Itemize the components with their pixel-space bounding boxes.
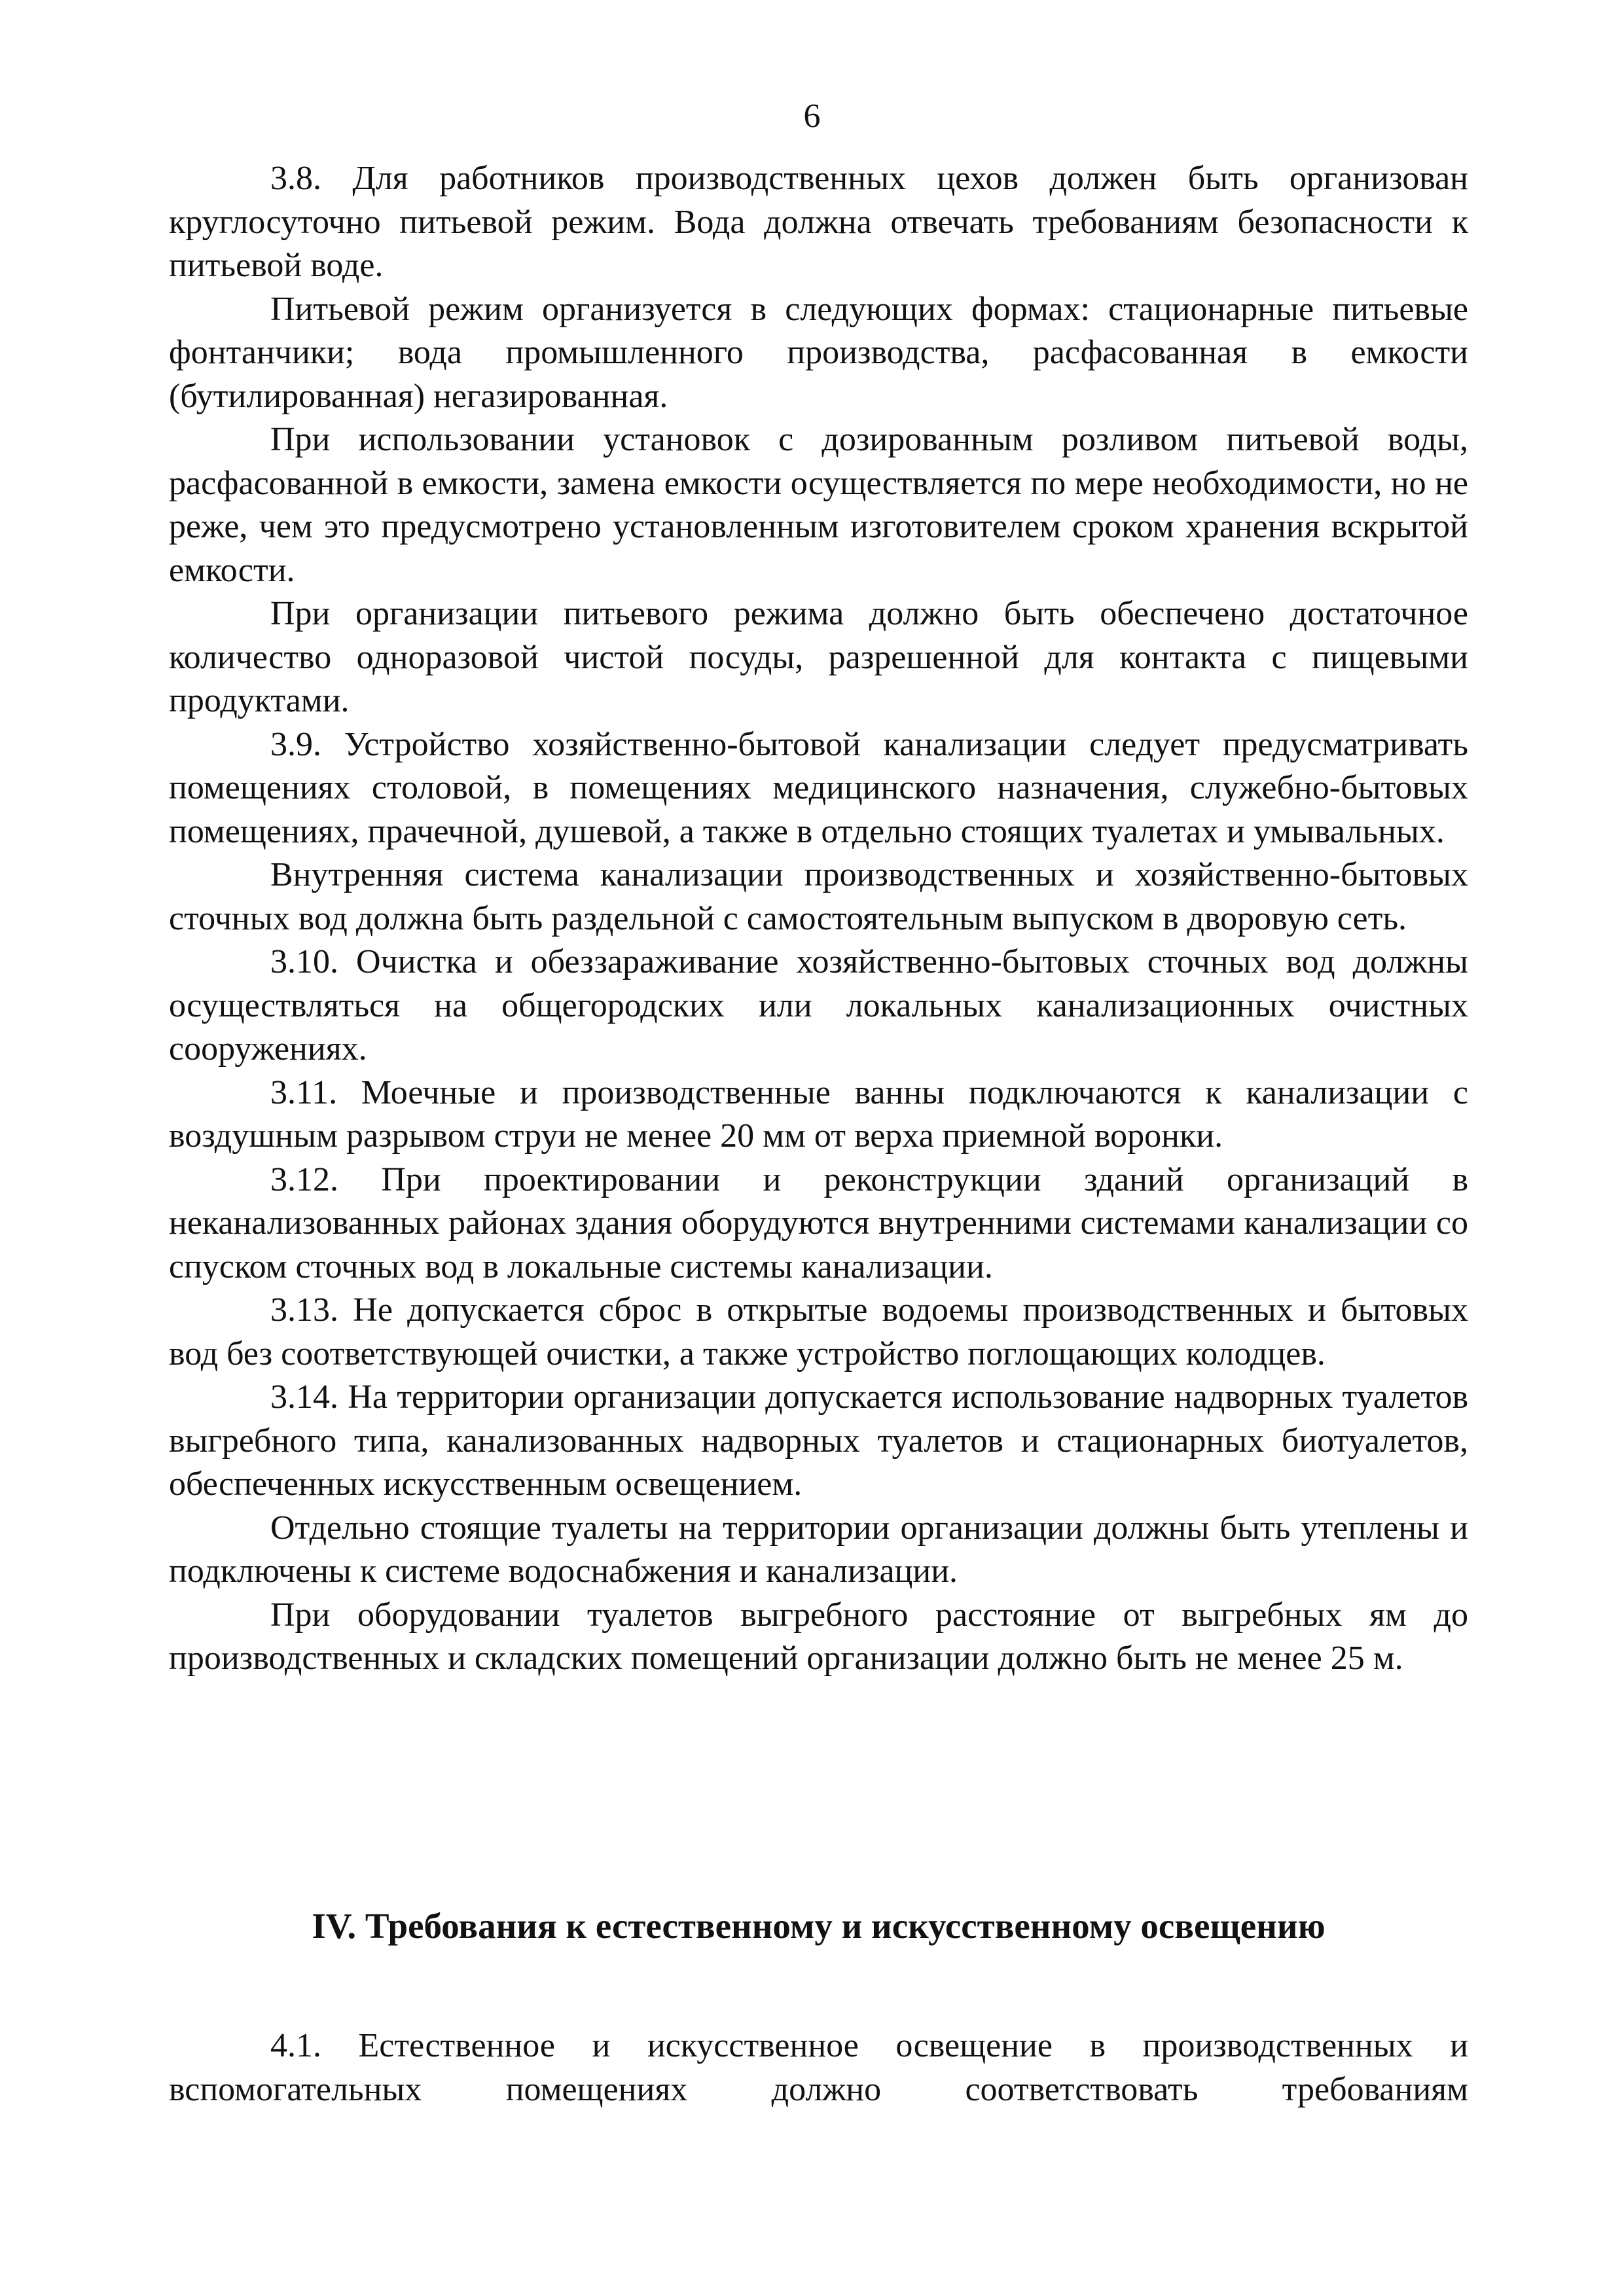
paragraph-internal-sewer: Внутренняя система канализации производственных и хозяйственно-бытовых сточных вод должна быть раздельной с самостоятельным выпуском в дворовую сеть.	[169, 856, 1468, 937]
paragraph-cesspit-distance: При оборудовании туалетов выгребного расстояние от выгребных ям до производственных и складских помещений организации должно быть не менее 25 м.	[169, 1596, 1468, 1677]
page-number: 6	[803, 98, 821, 135]
paragraph-detached-toilets: Отдельно стоящие туалеты на территории организации должны быть утеплены и подключены к системе водоснабжения и канализации.	[169, 1509, 1468, 1590]
paragraph-3-8: 3.8. Для работников производственных цехов должен быть организован круглосуточно питьевой режим. Вода должна отвечать требованиям безопасности к питьевой воде.	[169, 160, 1468, 284]
section-body	[169, 2024, 1468, 2111]
paragraph-3-11: 3.11. Моечные и производственные ванны подключаются к канализации с воздушным разрывом струи не менее 20 мм от верха приемной воронки.	[169, 1073, 1468, 1155]
document-body	[169, 157, 1468, 1681]
paragraph-3-12: 3.12. При проектировании и реконструкции зданий организаций в неканализованных районах здания оборудуются внутренними системами канализации со спуском сточных вод в локальные системы канализации.	[169, 1160, 1468, 1285]
paragraph-3-14: 3.14. На территории организации допускается использование надворных туалетов выгребного типа, канализованных надворных туалетов и стационарных биотуалетов, обеспеченных искусственным освещением.	[169, 1378, 1468, 1503]
section-heading: IV. Требования к естественному и искусственному освещению	[312, 1906, 1326, 1946]
paragraph-disposable-dishes: При организации питьевого режима должно быть обеспечено достаточное количество одноразовой чистой посуды, разрешенной для контакта с пищевыми продуктами.	[169, 595, 1468, 719]
paragraph-3-10: 3.10. Очистка и обеззараживание хозяйственно-бытовых сточных вод должны осуществляться на общегородских или локальных канализационных очистных сооружениях.	[169, 943, 1468, 1067]
paragraph-4-1: 4.1. Естественное и искусственное освещение в производственных и вспомогательных помещениях должно соответствовать требованиям	[169, 2027, 1468, 2108]
paragraph-dosed-bottling: При использовании установок с дозированным розливом питьевой воды, расфасованной в емкости, замена емкости осуществляется по мере необходимости, но не реже, чем это предусмотрено установленным изготовителем сроком хранения вскрытой емкости.	[169, 421, 1468, 589]
paragraph-3-9: 3.9. Устройство хозяйственно-бытовой канализации следует предусматривать помещениях столовой, в помещениях медицинского назначения, служебно-бытовых помещениях, прачечной, душевой, а также в отдельно стоящих туалетах и умывальных.	[169, 725, 1468, 850]
paragraph-3-13: 3.13. Не допускается сброс в открытые водоемы производственных и бытовых вод без соответствующей очистки, а также устройство поглощающих колодцев.	[169, 1291, 1468, 1372]
paragraph-drinking-forms: Питьевой режим организуется в следующих формах: стационарные питьевые фонтанчики; вода промышленного производства, расфасованная в емкости (бутилированная) негазированная.	[169, 290, 1468, 415]
